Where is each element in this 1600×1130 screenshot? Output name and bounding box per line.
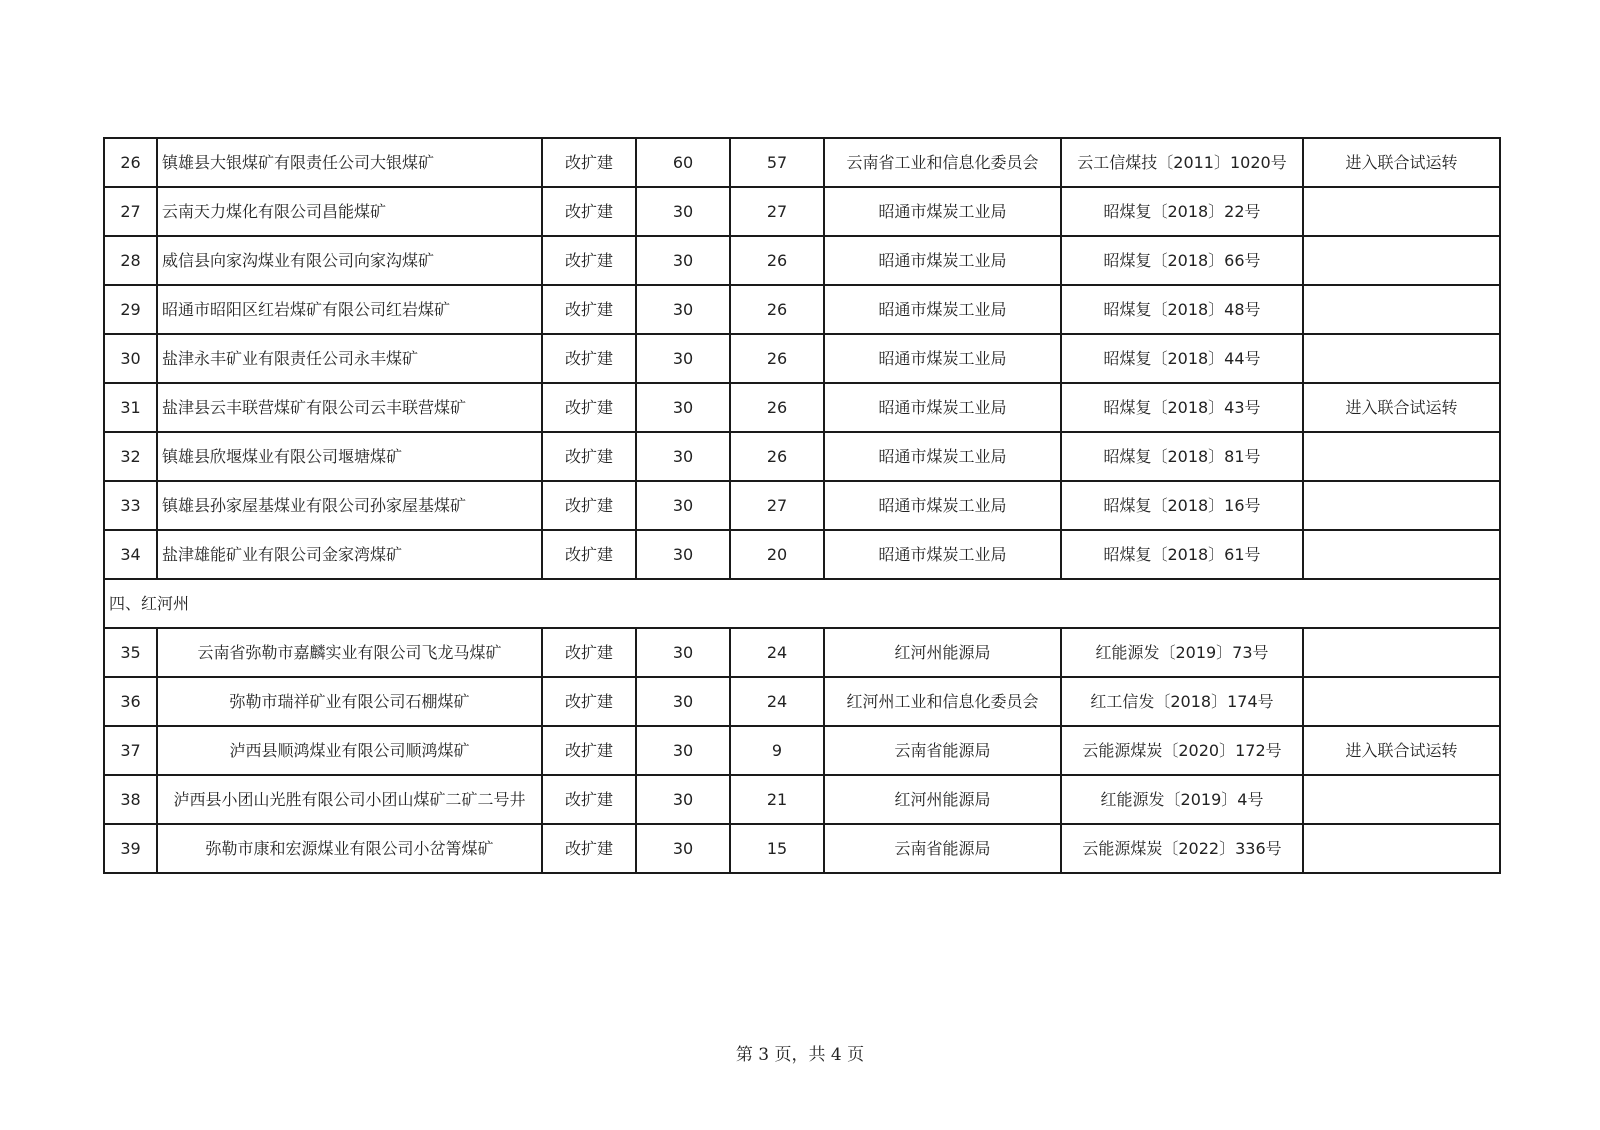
approval-document-cell: 昭煤复〔2018〕43号 [1061,383,1303,432]
remark-cell: 进入联合试运转 [1303,383,1500,432]
approving-authority-cell: 云南省工业和信息化委员会 [824,138,1061,187]
days-count-cell: 57 [730,138,824,187]
approving-authority-cell: 云南省能源局 [824,726,1061,775]
table-row [104,432,1500,481]
row-number-cell: 29 [104,285,157,334]
table-row [104,824,1500,873]
row-number-cell: 35 [104,628,157,677]
row-number-cell: 38 [104,775,157,824]
table-row [104,236,1500,285]
mine-name-cell: 泸西县小团山光胜有限公司小团山煤矿二矿二号井 [157,775,542,824]
remark-cell [1303,628,1500,677]
section-row [104,579,1500,628]
table-row [104,138,1500,187]
project-type-cell: 改扩建 [542,285,636,334]
approval-document-cell: 云工信煤技〔2011〕1020号 [1061,138,1303,187]
capacity-cell: 30 [636,481,730,530]
mine-name-cell: 云南省弥勒市嘉麟实业有限公司飞龙马煤矿 [157,628,542,677]
days-count-cell: 26 [730,432,824,481]
days-count-cell: 20 [730,530,824,579]
table-row [104,726,1500,775]
capacity-cell: 30 [636,628,730,677]
approval-document-cell: 昭煤复〔2018〕81号 [1061,432,1303,481]
table-row [104,285,1500,334]
project-type-cell: 改扩建 [542,334,636,383]
capacity-cell: 30 [636,677,730,726]
approval-document-cell: 红能源发〔2019〕73号 [1061,628,1303,677]
mine-name-cell: 泸西县顺鸿煤业有限公司顺鸿煤矿 [157,726,542,775]
capacity-cell: 30 [636,285,730,334]
remark-cell [1303,677,1500,726]
approval-document-cell: 昭煤复〔2018〕22号 [1061,187,1303,236]
mine-name-cell: 昭通市昭阳区红岩煤矿有限公司红岩煤矿 [157,285,542,334]
approving-authority-cell: 昭通市煤炭工业局 [824,530,1061,579]
remark-cell [1303,824,1500,873]
days-count-cell: 26 [730,383,824,432]
row-number-cell: 28 [104,236,157,285]
project-type-cell: 改扩建 [542,726,636,775]
approving-authority-cell: 昭通市煤炭工业局 [824,432,1061,481]
capacity-cell: 30 [636,236,730,285]
project-type-cell: 改扩建 [542,628,636,677]
days-count-cell: 27 [730,187,824,236]
approval-document-cell: 昭煤复〔2018〕61号 [1061,530,1303,579]
project-type-cell: 改扩建 [542,530,636,579]
table-row [104,334,1500,383]
capacity-cell: 30 [636,383,730,432]
row-number-cell: 31 [104,383,157,432]
days-count-cell: 21 [730,775,824,824]
project-type-cell: 改扩建 [542,775,636,824]
mine-name-cell: 弥勒市瑞祥矿业有限公司石棚煤矿 [157,677,542,726]
capacity-cell: 30 [636,824,730,873]
table-body-honghe [104,628,1500,873]
capacity-cell: 30 [636,334,730,383]
row-number-cell: 33 [104,481,157,530]
table-row [104,481,1500,530]
approving-authority-cell: 昭通市煤炭工业局 [824,383,1061,432]
days-count-cell: 26 [730,285,824,334]
remark-cell [1303,775,1500,824]
capacity-cell: 60 [636,138,730,187]
row-number-cell: 36 [104,677,157,726]
approval-document-cell: 云能源煤炭〔2020〕172号 [1061,726,1303,775]
approving-authority-cell: 昭通市煤炭工业局 [824,285,1061,334]
page-footer: 第 3 页，共 4 页 [735,1045,865,1065]
capacity-cell: 30 [636,432,730,481]
remark-cell [1303,236,1500,285]
approving-authority-cell: 云南省能源局 [824,824,1061,873]
days-count-cell: 24 [730,628,824,677]
project-type-cell: 改扩建 [542,236,636,285]
approving-authority-cell: 昭通市煤炭工业局 [824,187,1061,236]
project-type-cell: 改扩建 [542,187,636,236]
approving-authority-cell: 红河州工业和信息化委员会 [824,677,1061,726]
approving-authority-cell: 红河州能源局 [824,775,1061,824]
row-number-cell: 26 [104,138,157,187]
coal-mine-table [103,137,1501,874]
table-row [104,677,1500,726]
mine-name-cell: 盐津雄能矿业有限公司金家湾煤矿 [157,530,542,579]
mine-name-cell: 云南天力煤化有限公司昌能煤矿 [157,187,542,236]
approval-document-cell: 红能源发〔2019〕4号 [1061,775,1303,824]
table-row [104,383,1500,432]
project-type-cell: 改扩建 [542,824,636,873]
approving-authority-cell: 昭通市煤炭工业局 [824,236,1061,285]
remark-cell [1303,334,1500,383]
approving-authority-cell: 昭通市煤炭工业局 [824,334,1061,383]
project-type-cell: 改扩建 [542,677,636,726]
row-number-cell: 32 [104,432,157,481]
mine-name-cell: 镇雄县欣堰煤业有限公司堰塘煤矿 [157,432,542,481]
days-count-cell: 15 [730,824,824,873]
table-body-zhaotong [104,138,1500,579]
approval-document-cell: 红工信发〔2018〕174号 [1061,677,1303,726]
mine-name-cell: 镇雄县大银煤矿有限责任公司大银煤矿 [157,138,542,187]
project-type-cell: 改扩建 [542,138,636,187]
approval-document-cell: 云能源煤炭〔2022〕336号 [1061,824,1303,873]
mine-name-cell: 盐津县云丰联营煤矿有限公司云丰联营煤矿 [157,383,542,432]
remark-cell [1303,530,1500,579]
approval-document-cell: 昭煤复〔2018〕16号 [1061,481,1303,530]
remark-cell [1303,481,1500,530]
row-number-cell: 30 [104,334,157,383]
table-row [104,628,1500,677]
remark-cell: 进入联合试运转 [1303,726,1500,775]
approval-document-cell: 昭煤复〔2018〕48号 [1061,285,1303,334]
days-count-cell: 27 [730,481,824,530]
row-number-cell: 39 [104,824,157,873]
days-count-cell: 26 [730,236,824,285]
mine-name-cell: 镇雄县孙家屋基煤业有限公司孙家屋基煤矿 [157,481,542,530]
days-count-cell: 9 [730,726,824,775]
mine-name-cell: 弥勒市康和宏源煤业有限公司小岔箐煤矿 [157,824,542,873]
remark-cell: 进入联合试运转 [1303,138,1500,187]
project-type-cell: 改扩建 [542,432,636,481]
approval-document-cell: 昭煤复〔2018〕44号 [1061,334,1303,383]
remark-cell [1303,432,1500,481]
project-type-cell: 改扩建 [542,383,636,432]
capacity-cell: 30 [636,187,730,236]
row-number-cell: 37 [104,726,157,775]
remark-cell [1303,187,1500,236]
approving-authority-cell: 红河州能源局 [824,628,1061,677]
row-number-cell: 34 [104,530,157,579]
table-row [104,187,1500,236]
capacity-cell: 30 [636,775,730,824]
table-section-honghe [104,579,1500,628]
row-number-cell: 27 [104,187,157,236]
capacity-cell: 30 [636,530,730,579]
approval-document-cell: 昭煤复〔2018〕66号 [1061,236,1303,285]
project-type-cell: 改扩建 [542,481,636,530]
table-row [104,775,1500,824]
days-count-cell: 24 [730,677,824,726]
capacity-cell: 30 [636,726,730,775]
mine-name-cell: 盐津永丰矿业有限责任公司永丰煤矿 [157,334,542,383]
mine-name-cell: 威信县向家沟煤业有限公司向家沟煤矿 [157,236,542,285]
remark-cell [1303,285,1500,334]
table-row [104,530,1500,579]
days-count-cell: 26 [730,334,824,383]
section-title: 四、红河州 [104,579,1500,628]
approving-authority-cell: 昭通市煤炭工业局 [824,481,1061,530]
